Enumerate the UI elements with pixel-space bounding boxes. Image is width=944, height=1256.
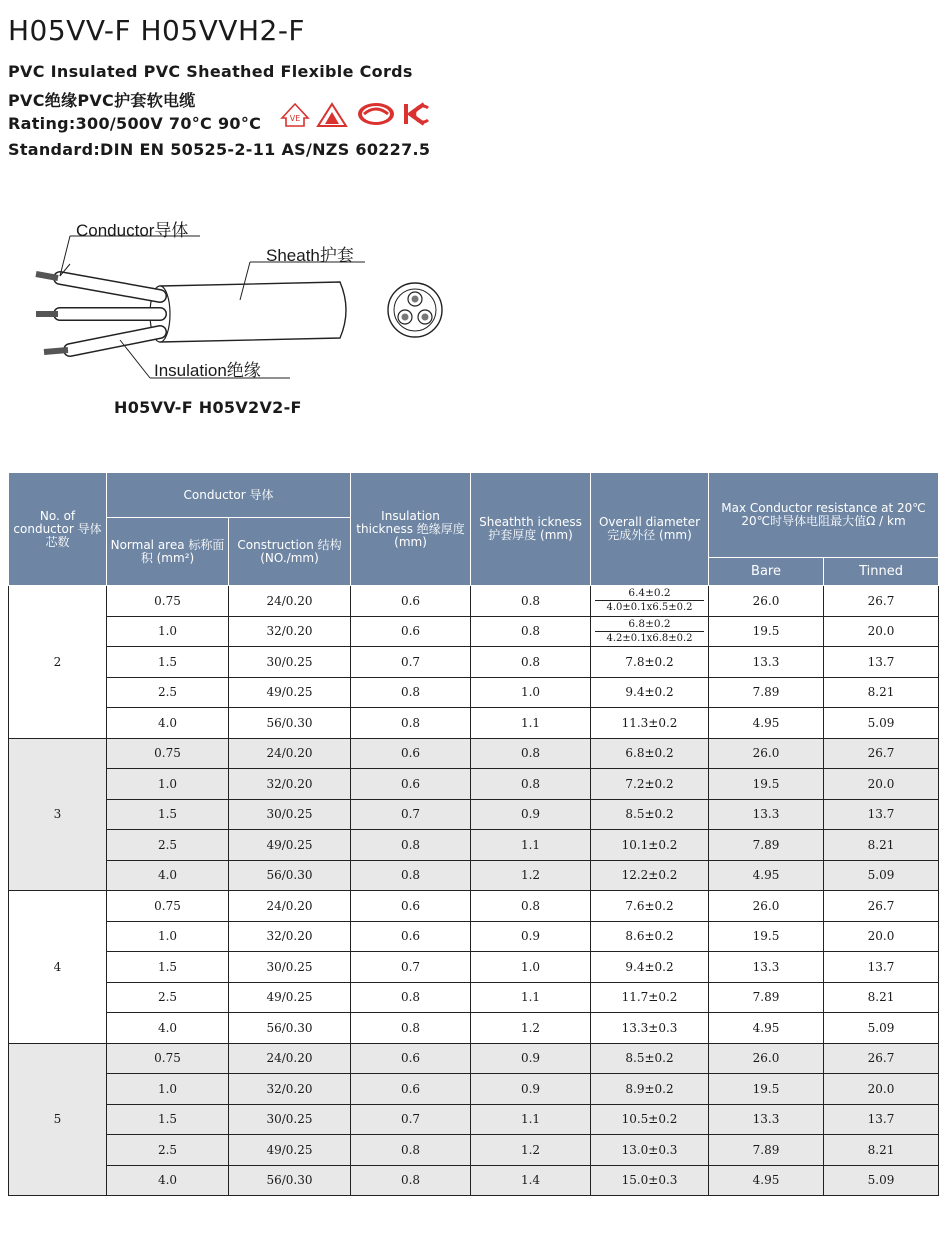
construction-cell: 32/0.20 <box>229 616 351 647</box>
insulation-cell: 0.6 <box>351 738 471 769</box>
core-count-cell: 3 <box>9 738 107 891</box>
tinned-cell: 5.09 <box>824 1013 939 1044</box>
area-cell: 1.5 <box>107 1104 229 1135</box>
area-cell: 1.0 <box>107 769 229 800</box>
table-row <box>9 1165 939 1196</box>
area-cell: 2.5 <box>107 677 229 708</box>
saa-icon <box>358 103 394 125</box>
diameter-cell: 11.7±0.2 <box>591 982 709 1013</box>
tinned-cell: 8.21 <box>824 677 939 708</box>
core-count-cell: 4 <box>9 891 107 1044</box>
diameter-cell: 15.0±0.3 <box>591 1165 709 1196</box>
diameter-cell: 7.2±0.2 <box>591 769 709 800</box>
table-row <box>9 1135 939 1166</box>
sheath-label: Sheath护套 <box>266 246 354 265</box>
construction-cell: 56/0.30 <box>229 708 351 739</box>
tinned-cell: 5.09 <box>824 1165 939 1196</box>
diameter-cell: 8.9±0.2 <box>591 1074 709 1105</box>
tinned-cell: 8.21 <box>824 830 939 861</box>
construction-cell: 32/0.20 <box>229 1074 351 1105</box>
sheath-cell: 1.0 <box>471 952 591 983</box>
core-count-cell: 2 <box>9 586 107 739</box>
area-cell: 1.5 <box>107 799 229 830</box>
table-row <box>9 647 939 678</box>
bare-cell: 13.3 <box>709 647 824 678</box>
bare-cell: 19.5 <box>709 769 824 800</box>
vde-icon <box>282 104 308 126</box>
table-row <box>9 952 939 983</box>
header-sheath: Sheathth ickness 护套厚度 (mm) <box>471 473 591 586</box>
sheath-cell: 0.9 <box>471 799 591 830</box>
tinned-cell: 20.0 <box>824 769 939 800</box>
diameter-cell: 7.8±0.2 <box>591 647 709 678</box>
area-cell: 0.75 <box>107 1043 229 1074</box>
construction-cell: 30/0.25 <box>229 647 351 678</box>
tinned-cell: 5.09 <box>824 860 939 891</box>
table-row <box>9 586 939 617</box>
sheath-cell: 0.8 <box>471 647 591 678</box>
insulation-cell: 0.8 <box>351 708 471 739</box>
insulation-cell: 0.6 <box>351 921 471 952</box>
table-row <box>9 708 939 739</box>
tinned-cell: 26.7 <box>824 1043 939 1074</box>
rating-line: Rating:300/500V 70°C 90°C <box>8 114 262 133</box>
insulation-cell: 0.8 <box>351 1165 471 1196</box>
construction-cell: 24/0.20 <box>229 1043 351 1074</box>
area-cell: 0.75 <box>107 586 229 617</box>
insulation-cell: 0.8 <box>351 677 471 708</box>
area-cell: 1.0 <box>107 921 229 952</box>
sheath-cell: 0.8 <box>471 616 591 647</box>
table-row <box>9 830 939 861</box>
sheath-cell: 0.8 <box>471 586 591 617</box>
area-cell: 4.0 <box>107 708 229 739</box>
bare-cell: 19.5 <box>709 921 824 952</box>
sheath-cell: 1.1 <box>471 1104 591 1135</box>
bare-cell: 26.0 <box>709 891 824 922</box>
area-cell: 0.75 <box>107 891 229 922</box>
sheath-cell: 1.2 <box>471 1013 591 1044</box>
area-cell: 4.0 <box>107 1013 229 1044</box>
sheath-cell: 1.2 <box>471 860 591 891</box>
bare-cell: 26.0 <box>709 738 824 769</box>
header-max-resistance: Max Conductor resistance at 20℃ 20℃时导体电阻最大值Ω / km <box>709 473 939 558</box>
diameter-cell: 9.4±0.2 <box>591 952 709 983</box>
bare-cell: 7.89 <box>709 677 824 708</box>
area-cell: 1.0 <box>107 1074 229 1105</box>
construction-cell: 30/0.25 <box>229 1104 351 1135</box>
construction-cell: 49/0.25 <box>229 982 351 1013</box>
table-row <box>9 1104 939 1135</box>
bare-cell: 19.5 <box>709 616 824 647</box>
tinned-cell: 13.7 <box>824 1104 939 1135</box>
diameter-cell: 10.1±0.2 <box>591 830 709 861</box>
insulation-cell: 0.6 <box>351 891 471 922</box>
area-cell: 0.75 <box>107 738 229 769</box>
header-insulation: Insulation thickness 绝缘厚度 (mm) <box>351 473 471 586</box>
sheath-cell: 0.9 <box>471 1043 591 1074</box>
construction-cell: 24/0.20 <box>229 586 351 617</box>
header-conductor: Conductor 导体 <box>107 473 351 518</box>
sheath-cell: 1.0 <box>471 677 591 708</box>
area-cell: 1.0 <box>107 616 229 647</box>
insulation-cell: 0.8 <box>351 982 471 1013</box>
certification-logos <box>278 96 438 132</box>
diameter-flat: 4.0±0.1x6.5±0.2 <box>606 602 693 614</box>
insulation-cell: 0.8 <box>351 1013 471 1044</box>
product-description: PVC Insulated PVC Sheathed Flexible Cords <box>8 62 413 81</box>
core-count-cell: 5 <box>9 1043 107 1196</box>
diameter-cell: 11.3±0.2 <box>591 708 709 739</box>
insulation-cell: 0.8 <box>351 830 471 861</box>
tinned-cell: 13.7 <box>824 952 939 983</box>
table-row <box>9 616 939 647</box>
header-construction: Construction 结构 (NO./mm) <box>229 518 351 586</box>
tinned-cell: 5.09 <box>824 708 939 739</box>
construction-cell: 56/0.30 <box>229 1013 351 1044</box>
header-tinned: Tinned <box>824 558 939 586</box>
sheath-cell: 0.8 <box>471 738 591 769</box>
sheath-cell: 1.1 <box>471 708 591 739</box>
table-row <box>9 860 939 891</box>
insulation-cell: 0.6 <box>351 1074 471 1105</box>
diameter-cell <box>591 586 709 617</box>
tinned-cell: 26.7 <box>824 738 939 769</box>
insulation-cell: 0.7 <box>351 647 471 678</box>
tinned-cell: 20.0 <box>824 921 939 952</box>
tinned-cell: 8.21 <box>824 1135 939 1166</box>
construction-cell: 49/0.25 <box>229 830 351 861</box>
standard-line: Standard:DIN EN 50525-2-11 AS/NZS 60227.5 <box>8 140 431 159</box>
sheath-cell: 1.1 <box>471 982 591 1013</box>
conductor-label: Conductor导体 <box>76 221 189 240</box>
sheath-cell: 0.8 <box>471 891 591 922</box>
insulation-cell: 0.6 <box>351 769 471 800</box>
construction-cell: 56/0.30 <box>229 860 351 891</box>
bare-cell: 26.0 <box>709 586 824 617</box>
header-no-of-conductor: No. of conductor 导体芯数 <box>9 473 107 586</box>
bare-cell: 7.89 <box>709 1135 824 1166</box>
diameter-cell: 6.8±0.2 <box>591 738 709 769</box>
diameter-cell: 10.5±0.2 <box>591 1104 709 1135</box>
diameter-round: 6.4±0.2 <box>595 587 704 601</box>
table-row <box>9 677 939 708</box>
diameter-flat: 4.2±0.1x6.8±0.2 <box>606 632 693 644</box>
area-cell: 4.0 <box>107 1165 229 1196</box>
insulation-cell: 0.6 <box>351 586 471 617</box>
construction-cell: 49/0.25 <box>229 1135 351 1166</box>
construction-cell: 24/0.20 <box>229 738 351 769</box>
product-description-cn: PVC绝缘PVC护套软电缆 <box>8 91 196 110</box>
tinned-cell: 13.7 <box>824 799 939 830</box>
table-row <box>9 738 939 769</box>
diameter-cell: 7.6±0.2 <box>591 891 709 922</box>
area-cell: 2.5 <box>107 1135 229 1166</box>
area-cell: 2.5 <box>107 830 229 861</box>
bare-cell: 7.89 <box>709 830 824 861</box>
insulation-cell: 0.8 <box>351 860 471 891</box>
tinned-cell: 20.0 <box>824 616 939 647</box>
triangle-cert-icon <box>318 104 346 126</box>
bare-cell: 13.3 <box>709 952 824 983</box>
tinned-cell: 8.21 <box>824 982 939 1013</box>
tinned-cell: 20.0 <box>824 1074 939 1105</box>
bare-cell: 13.3 <box>709 799 824 830</box>
tinned-cell: 13.7 <box>824 647 939 678</box>
construction-cell: 32/0.20 <box>229 769 351 800</box>
header-normal-area: Normal area 标称面积 (mm²) <box>107 518 229 586</box>
bare-cell: 26.0 <box>709 1043 824 1074</box>
insulation-cell: 0.7 <box>351 799 471 830</box>
diameter-cell: 8.6±0.2 <box>591 921 709 952</box>
construction-cell: 30/0.25 <box>229 799 351 830</box>
bare-cell: 13.3 <box>709 1104 824 1135</box>
diameter-cell: 13.3±0.3 <box>591 1013 709 1044</box>
insulation-cell: 0.7 <box>351 952 471 983</box>
table-row <box>9 769 939 800</box>
diameter-cell: 13.0±0.3 <box>591 1135 709 1166</box>
table-row <box>9 1013 939 1044</box>
table-row <box>9 982 939 1013</box>
insulation-cell: 0.6 <box>351 1043 471 1074</box>
construction-cell: 56/0.30 <box>229 1165 351 1196</box>
kc-icon <box>406 104 428 124</box>
tinned-cell: 26.7 <box>824 586 939 617</box>
spec-table <box>8 472 939 1196</box>
diameter-cell <box>591 616 709 647</box>
tinned-cell: 26.7 <box>824 891 939 922</box>
bare-cell: 4.95 <box>709 1013 824 1044</box>
sheath-cell: 0.9 <box>471 1074 591 1105</box>
insulation-cell: 0.7 <box>351 1104 471 1135</box>
area-cell: 2.5 <box>107 982 229 1013</box>
bare-cell: 4.95 <box>709 1165 824 1196</box>
table-row <box>9 1074 939 1105</box>
area-cell: 4.0 <box>107 860 229 891</box>
insulation-label: Insulation绝缘 <box>154 361 261 380</box>
diameter-round: 6.8±0.2 <box>595 618 704 632</box>
insulation-cell: 0.8 <box>351 1135 471 1166</box>
diameter-cell: 12.2±0.2 <box>591 860 709 891</box>
construction-cell: 32/0.20 <box>229 921 351 952</box>
sheath-cell: 1.2 <box>471 1135 591 1166</box>
construction-cell: 49/0.25 <box>229 677 351 708</box>
table-row <box>9 1043 939 1074</box>
header-overall-diameter: Overall diameter 完成外径 (mm) <box>591 473 709 586</box>
construction-cell: 24/0.20 <box>229 891 351 922</box>
page-title: H05VV-F H05VVH2-F <box>8 14 306 47</box>
diameter-cell: 9.4±0.2 <box>591 677 709 708</box>
spec-table-body <box>9 586 939 1196</box>
bare-cell: 4.95 <box>709 708 824 739</box>
bare-cell: 4.95 <box>709 860 824 891</box>
table-row <box>9 799 939 830</box>
sheath-cell: 0.9 <box>471 921 591 952</box>
table-row <box>9 891 939 922</box>
header-bare: Bare <box>709 558 824 586</box>
sheath-cell: 1.1 <box>471 830 591 861</box>
construction-cell: 30/0.25 <box>229 952 351 983</box>
diagram-caption: H05VV-F H05V2V2-F <box>114 398 302 417</box>
table-row <box>9 921 939 952</box>
diameter-cell: 8.5±0.2 <box>591 799 709 830</box>
sheath-cell: 1.4 <box>471 1165 591 1196</box>
diameter-cell: 8.5±0.2 <box>591 1043 709 1074</box>
svg-text:VE: VE <box>289 114 301 123</box>
insulation-cell: 0.6 <box>351 616 471 647</box>
bare-cell: 7.89 <box>709 982 824 1013</box>
area-cell: 1.5 <box>107 952 229 983</box>
sheath-cell: 0.8 <box>471 769 591 800</box>
bare-cell: 19.5 <box>709 1074 824 1105</box>
area-cell: 1.5 <box>107 647 229 678</box>
